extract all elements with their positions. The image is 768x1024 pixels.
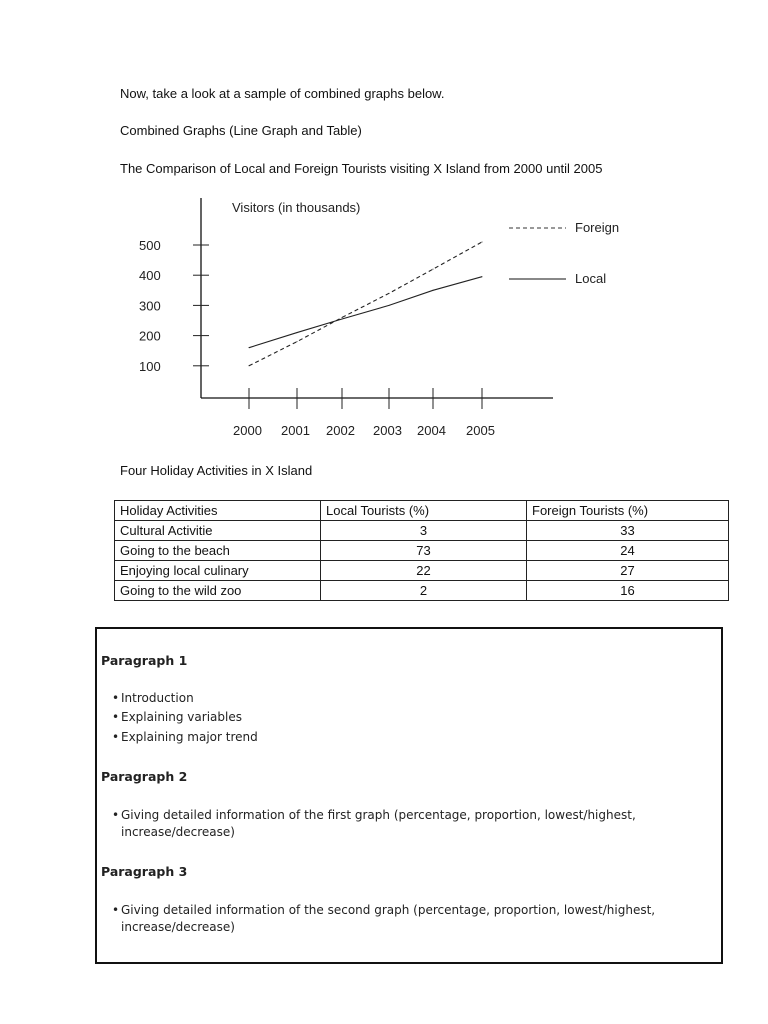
foreign-cell: 16 [527,581,729,601]
foreign-cell: 24 [527,541,729,561]
local-cell: 3 [321,521,527,541]
table-row [115,521,729,541]
x-tick-label: 2005 [466,423,495,438]
local-cell: 73 [321,541,527,561]
x-tick-label: 2004 [417,423,446,438]
table-row [115,541,729,561]
data-point-local [249,347,250,348]
line-chart [0,0,768,460]
table-header-row [115,501,729,521]
data-point-foreign [482,241,483,242]
activities-table [114,500,729,601]
outline-item: • Introduction [121,690,194,707]
intro-text: Now, take a look at a sample of combined graphs below. [120,86,445,101]
activity-cell: Enjoying local culinary [115,561,321,581]
activity-cell: Going to the beach [115,541,321,561]
x-tick-label: 2002 [326,423,355,438]
chart-title: The Comparison of Local and Foreign Tourists visiting X Island from 2000 until 2005 [120,161,603,176]
essay-outline-box [95,627,723,964]
data-point-local [342,318,343,319]
series-line-local [249,277,482,348]
table-title: Four Holiday Activities in X Island [120,463,313,478]
activity-cell: Cultural Activitie [115,521,321,541]
data-point-local [482,276,483,277]
local-cell: 22 [321,561,527,581]
data-point-foreign [249,365,250,366]
y-tick-label: 500 [139,238,161,253]
header-cell: Holiday Activities [115,501,321,521]
table-row [115,581,729,601]
y-tick-label: 200 [139,328,161,344]
x-tick-label: 2000 [233,423,262,438]
outline-item: • Giving detailed information of the second graph (percentage, proportion, lowest/highest, increase/decrease) [121,902,701,936]
header-cell: Local Tourists (%) [321,501,527,521]
legend-foreign-label: Foreign [575,220,620,235]
outline-item: • Explaining major trend [121,729,258,746]
data-point-local [297,332,298,333]
outline-item: • Explaining variables [121,709,242,726]
paragraph-2-heading: Paragraph 2 [101,769,188,784]
foreign-cell: 27 [527,561,729,581]
y-axis-label: Visitors (in thousands) [232,200,361,215]
data-point-foreign [297,341,298,342]
local-cell: 2 [321,581,527,601]
data-point-local [433,290,434,291]
data-point-local [389,305,390,306]
data-point-foreign [389,293,390,294]
data-point-foreign [342,317,343,318]
header-cell: Foreign Tourists (%) [527,501,729,521]
section-heading: Combined Graphs (Line Graph and Table) [120,123,362,138]
y-tick-label: 400 [139,268,161,284]
x-tick-label: 2003 [373,423,402,438]
table-row [115,561,729,581]
data-point-foreign [433,269,434,270]
legend-local-label: Local [575,271,607,286]
activity-cell: Going to the wild zoo [115,581,321,601]
outline-item: • Giving detailed information of the first graph (percentage, proportion, lowest/highest, increase/decrease) [121,807,681,841]
x-tick-label: 2001 [281,423,310,438]
foreign-cell: 33 [527,521,729,541]
paragraph-1-heading: Paragraph 1 [101,653,188,668]
paragraph-3-heading: Paragraph 3 [101,864,188,879]
y-tick-label: 100 [139,358,161,374]
series-line-foreign [249,242,482,366]
y-tick-label: 300 [139,298,161,314]
